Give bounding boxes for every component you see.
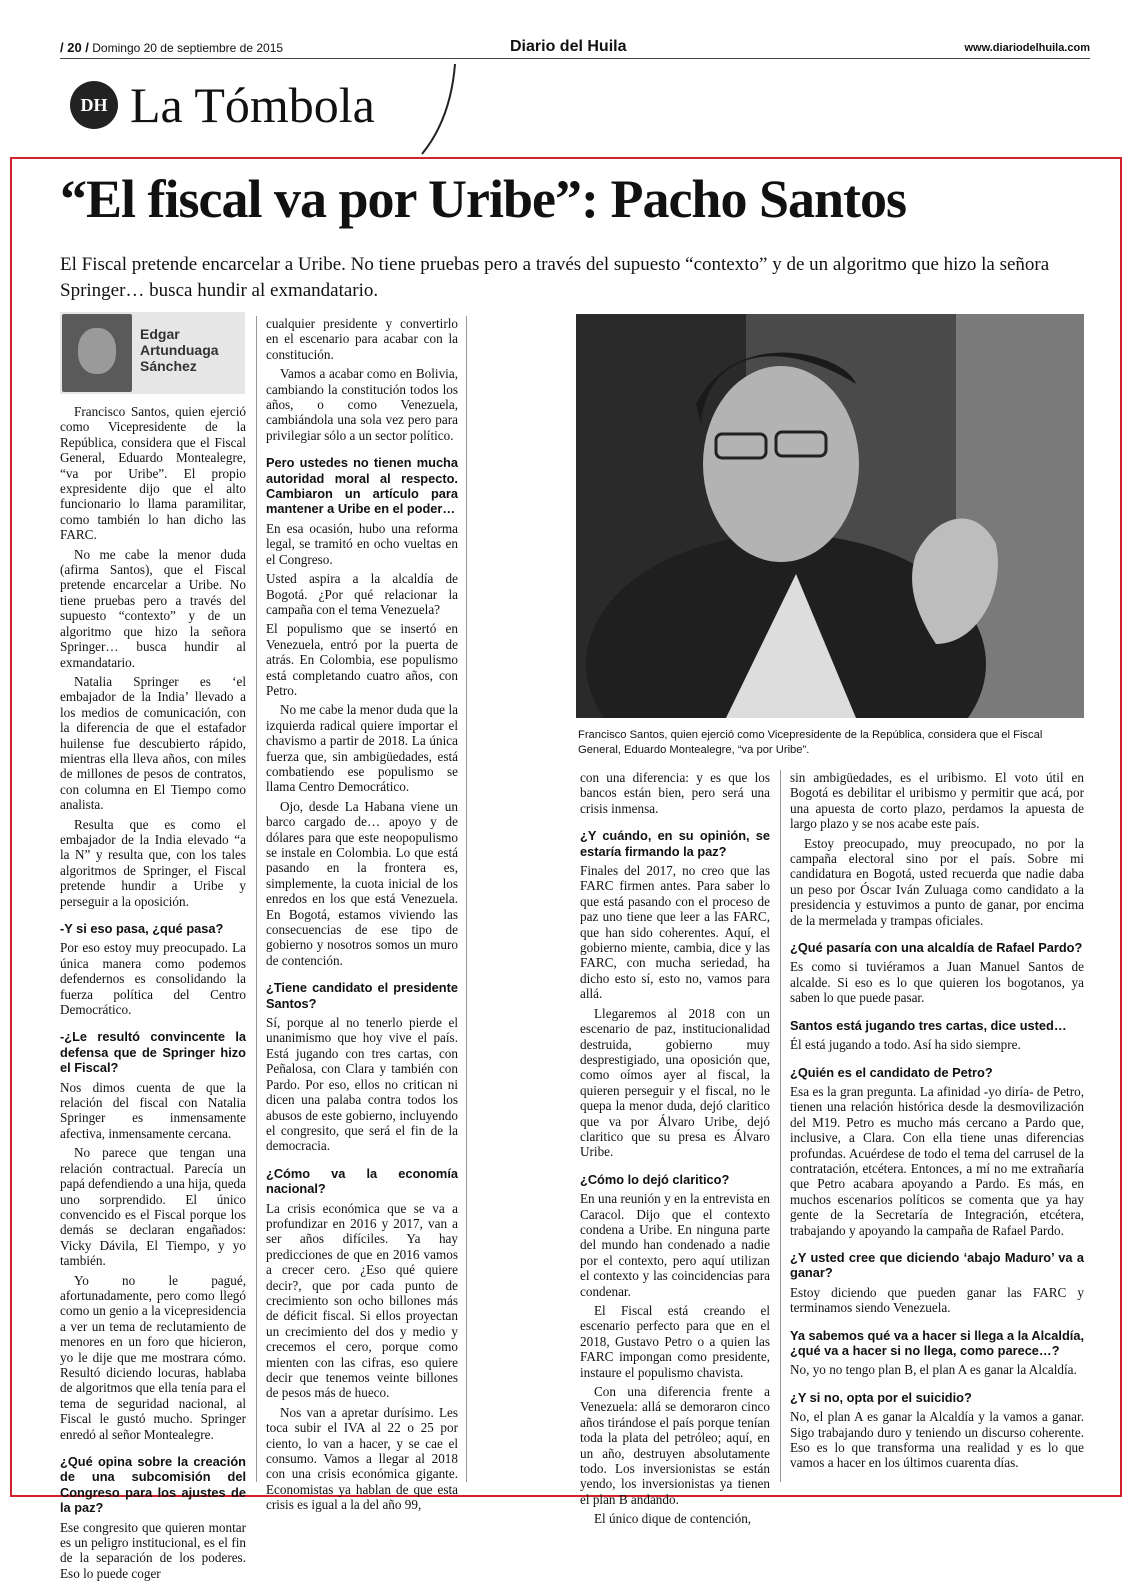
body-paragraph: El Fiscal está creando el escenario perfecto para que en el 2018, Gustavo Petro o a quien las FARC impongan como presidente, instaure el populismo chavista.	[580, 1303, 770, 1380]
interview-question: Pero ustedes no tienen mucha autoridad moral al respecto. Cambiaron un artículo para mantener a Uribe en el poder…	[266, 455, 458, 517]
interview-question: Santos está jugando tres cartas, dice usted…	[790, 1017, 1067, 1033]
interview-question: ¿Quién es el candidato de Petro?	[790, 1064, 993, 1080]
author-box	[60, 312, 245, 394]
author-first-name: Edgar	[140, 326, 180, 342]
swoosh-decoration	[420, 62, 460, 157]
article-photo	[576, 314, 1084, 718]
photo-caption: Francisco Santos, quien ejerció como Vicepresidente de la República, considera que el Fiscal General, Eduardo Montealegre, “va por Uribe”.	[578, 729, 1043, 756]
body-paragraph: Nos dimos cuenta de que la relación del fiscal con Natalia Springer es inmensamente afectiva, inmensamente cercana.	[60, 1079, 246, 1141]
author-last-name-2: Sánchez	[140, 358, 197, 374]
section-header	[70, 75, 375, 135]
body-paragraph: Francisco Santos, quien ejerció como Vicepresidente de la República, considera que el Fiscal General, Eduardo Montealegre, “va por Uribe”. El propio expresidente dijo que el alto funcionario lo llama paramilitar, como también lo han dicho las FARC.	[60, 404, 246, 543]
body-paragraph: Esa es la gran pregunta. La afinidad -yo diría- de Petro, tienen una relación histórica desde la desmovilización del M19. Petro es mucho más cercano a Pardo que, inclusive, a Clara. Con ella tiene unas diferencias profundas. Acuérdese de todo el tema del carrusel de la contratación, etcétera. Entonces, a mí no me extrañaría que Petro acabara apoyando a Pardo. Es más, en muchos escenarios políticos se comenta que ya hay gente de la Secretaría de Integración, etcétera, trabajando y apoyando la campaña de Rafael Pardo.	[790, 1083, 1084, 1238]
body-paragraph: No me cabe la menor duda (afirma Santos), que el Fiscal pretende encarcelar a Uribe. No tiene pruebas pero a través del supuesto “contexto” y de un algoritmo que hizo la señora Springer… busca hundir al exmandatario.	[60, 546, 246, 670]
section-logo: DH	[70, 81, 118, 129]
body-paragraph: El único dique de contención,	[594, 1511, 752, 1527]
body-paragraph: cualquier presidente y convertirlo en el escenario para acabar con la constitución.	[266, 316, 458, 362]
page-number: / 20 /	[60, 40, 89, 55]
body-paragraph: Finales del 2017, no creo que las FARC firmen antes. Para saber lo que está pasando con el proceso de paz uno tiene que leer a las FARC, que han sido coherentes. Aquí, el gobierno miente, cambia, dice y las FARC, con mucha seriedad, ha dicho esto sí, esto no, vamos para allá.	[580, 863, 770, 1002]
interview-question: ¿Y si no, opta por el suicidio?	[790, 1389, 972, 1405]
body-paragraph: No, yo no tengo plan B, el plan A es ganar la Alcaldía.	[790, 1362, 1077, 1378]
body-paragraph: Con una diferencia frente a Venezuela: allá se demoraron cinco años tirándose el país porque tenían toda la plata del petróleo; aquí, en un año, destruyen absolutamente todo. Los inversionistas se están yendo, los inversionistas ya tienen el plan B andando.	[580, 1384, 770, 1507]
body-paragraph: No parece que tengan una relación contractual. Parecía un papá defendiendo a una hija, queda uno sorprendido. El único convencido es el Fiscal porque los demás se declaran engañados: Vicky Dávila, El Tiempo, y yo también.	[60, 1145, 247, 1269]
issue-date: Domingo 20 de septiembre de 2015	[92, 41, 284, 55]
column-1	[60, 404, 246, 1585]
deck: El Fiscal pretende encarcelar a Uribe. No tiene pruebas pero a través del supuesto “contexto” y de un algoritmo que hizo la señora Springer… busca hundir al exmandatario.	[60, 254, 1050, 301]
body-paragraph: Vamos a acabar como en Bolivia, cambiando la constitución todos los años, o como Venezuela, cambiándola una sola vez pero para privilegiar sólo a un sector político.	[266, 366, 458, 443]
body-paragraph: Él está jugando a todo. Así ha sido siempre.	[790, 1037, 1021, 1053]
body-paragraph: La crisis económica que se va a profundizar en 2016 y 2017, van a ser años difíciles. Ya hay predicciones de que en 2016 vamos a crecer cero. ¿Eso qué quiere decir?, que por cada punto de crecimiento son ocho billones más de déficit fiscal. Si ellos proyectan un crecimiento del dos y medio y crecemos el cero, porque como mienten con las cifras, eso quiere decir que tenemos veinte billones de pesos más de hueco.	[266, 1200, 458, 1401]
interview-question: -¿Le resultó convincente la defensa que de Springer hizo el Fiscal?	[60, 1029, 246, 1076]
interview-question: ¿Tiene candidato el presidente Santos?	[266, 980, 458, 1011]
column-4	[790, 770, 1084, 1475]
body-paragraph: Ese congresito que quieren montar es un peligro institucional, es el fin de la separación de los poderes. Eso lo puede coger	[60, 1519, 246, 1581]
column-divider	[256, 316, 257, 1482]
body-paragraph: Sí, porque al no tenerlo pierde el unanimismo que hoy vive el país. Está jugando con tres cartas, con Peñalosa, con Clara y también con Pardo. Por eso, ellos no critican ni dicen una palaba contra todos los abusos de este gobierno, incluyendo el congresito, que será el fin de la democracia.	[266, 1015, 458, 1154]
author-name	[140, 326, 219, 374]
body-paragraph: Llegaremos al 2018 con un escenario de paz, institucionalidad destruida, gobierno muy desprestigiado, una oposición que, como oímos ayer al fiscal, la quieren perseguir y el fiscal, no le quepa la menor duda, dejó claritico que va por Álvaro Uribe, dejó claritico que su presa es Álvaro Uribe.	[580, 1005, 770, 1160]
interview-question: ¿Qué opina sobre la creación de una subcomisión del Congreso para los ajustes de la paz?	[60, 1454, 246, 1516]
body-paragraph: con una diferencia: y es que los bancos están bien, pero será una crisis inmensa.	[580, 770, 770, 816]
column-3	[580, 770, 770, 1531]
body-paragraph: Yo no le pagué, afortunadamente, pero como llegó como un genio a la vicepresidencia a ver un tema de reclutamiento de menores en un foro que hicieron, yo le dije que me mostrara cómo. Resultó diciendo locuras, hablaba de algoritmos que ella tenía para el tema de seguridad nacional, al Fiscal le gustó mucho. Springer enredó al señor Montealegre.	[60, 1272, 246, 1442]
column-divider	[466, 316, 467, 1482]
body-paragraph: Usted aspira a la alcaldía de Bogotá. ¿Por qué relacionar la campaña con el tema Venezuela?	[266, 571, 458, 617]
interview-question: ¿Cómo va la economía nacional?	[266, 1165, 458, 1197]
body-paragraph: Estoy preocupado, muy preocupado, no por la campaña electoral sino por el país. Sobre mi candidatura en Bogotá, usted recuerda que nadie daba un peso por Óscar Iván Zuluaga como candidato a la presidencia y estuvimos a punto de ganar, por encima de la mermelada y trampas oficiales.	[790, 835, 1084, 928]
body-paragraph: Natalia Springer es ‘el embajador de la India’ llevado a los medios de comunicación, con la diferencia de que el estafador huilense fue descubierto rápido, mientras ella lleva años, con miles de millones de pesos de contratos, con columna en El Tiempo como analista.	[60, 673, 246, 813]
newspaper-name-prefix: Diario del	[510, 38, 588, 55]
body-paragraph: Nos van a apretar durísimo. Les toca subir el IVA al 22 o 25 por ciento, lo van a hacer, y se cae el consumo. Vamos a llegar al 2018 con una crisis económica gigante. Economistas ya hablan de que esta crisis es igual a la del año 99,	[266, 1404, 458, 1513]
body-paragraph: Es como si tuviéramos a Juan Manuel Santos de alcalde. Si eso es lo que quieren los bogotanos, ya saben lo que puede pasar.	[790, 959, 1084, 1006]
newspaper-name	[510, 38, 626, 56]
body-paragraph: Ojo, desde La Habana viene un barco cargado de… apoyo y de dólares para que este neopopulismo se instale en Colombia. Lo que está pasando en la frontera es, simplemente, la cuota inicial de los enredos en los que está Venezuela. En Bogotá, estamos viviendo las consecuencias de ese tipo de gobierno y nosotros somos un muro de contención.	[266, 798, 458, 968]
photo-illustration	[576, 314, 1084, 718]
interview-question: Ya sabemos qué va a hacer si llega a la Alcaldía, ¿qué va a hacer si no llega, como parece…?	[790, 1327, 1085, 1358]
body-paragraph: Resulta que es como el embajador de la India elevado “a la N” y resulta que, con los tales algoritmos de Springer, el Fiscal pretende hundir a Uribe y perseguir a la oposición.	[60, 816, 246, 909]
interview-question: ¿Y usted cree que diciendo ‘abajo Maduro’ va a ganar?	[790, 1249, 1084, 1281]
column-2	[266, 316, 458, 1517]
column-divider	[780, 770, 781, 1482]
body-paragraph: El populismo que se insertó en Venezuela, entró por la puerta de atrás. En Colombia, ese populismo está completando cuatro años, con Petro.	[266, 621, 458, 698]
page-info	[60, 40, 283, 55]
interview-question: ¿Y cuándo, en su opinión, se estaría firmando la paz?	[580, 828, 770, 859]
body-paragraph: En una reunión y en la entrevista en Caracol. Dijo que el contexto condena a Uribe. En ninguna parte del mundo han condenado a nadie por el contexto, pero aquí utilizan el contexto y las coincidencias para condenar.	[580, 1191, 770, 1299]
author-face	[78, 328, 116, 374]
website-url[interactable]: www.diariodelhuila.com	[964, 42, 1090, 54]
masthead-rule	[60, 58, 1090, 59]
section-title: La Tómbola	[130, 77, 375, 133]
interview-question: ¿Qué pasaría con una alcaldía de Rafael Pardo?	[790, 940, 1083, 956]
body-paragraph: Estoy diciendo que pueden ganar las FARC y terminamos siendo Venezuela.	[790, 1284, 1084, 1316]
author-photo	[62, 314, 132, 392]
newspaper-name-main: Huila	[587, 38, 627, 55]
body-paragraph: No, el plan A es ganar la Alcaldía y la vamos a ganar. Sigo trabajando duro y teniendo un discurso coherente. Eso es lo que transforma una realidad y es lo que vamos a hacer en los últimos cuarenta días.	[790, 1409, 1084, 1471]
masthead	[60, 38, 1090, 58]
headline: “El fiscal va por Uribe”: Pacho Santos	[60, 169, 907, 229]
body-paragraph: sin ambigüedades, es el uribismo. El voto útil en Bogotá es debilitar el uribismo y permitir que acá, por una apuesta de corto plazo, perdamos la apuesta de largo plazo y se nos acabe este país.	[790, 770, 1084, 832]
interview-question: ¿Cómo lo dejó claritico?	[580, 1171, 730, 1187]
body-paragraph: No me cabe la menor duda que la izquierda radical quiere importar el chavismo a partir de 2018. La única fuerza que, sin ambigüedades, está combatiendo ese populismo se llama Centro Democrático.	[266, 702, 458, 795]
body-paragraph: Por eso estoy muy preocupado. La única manera como podemos defendernos es consolidando la fuerza política del Centro Democrático.	[60, 940, 246, 1018]
interview-question: -Y si eso pasa, ¿qué pasa?	[60, 921, 224, 936]
author-last-name-1: Artunduaga	[140, 342, 219, 358]
body-paragraph: En esa ocasión, hubo una reforma legal, se tramitó en ocho vueltas en el Congreso.	[266, 520, 458, 567]
